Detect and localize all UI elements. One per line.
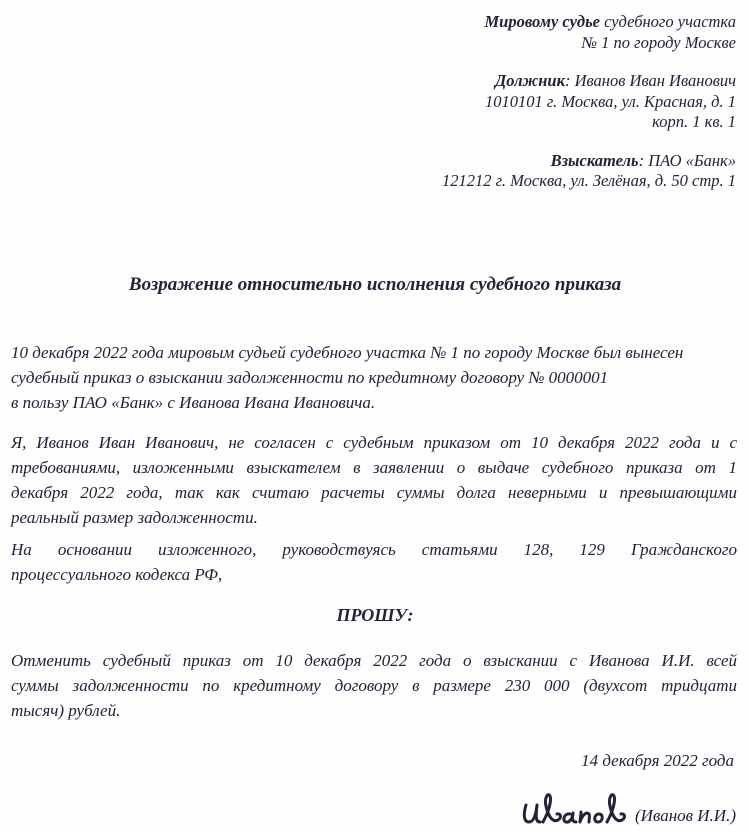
claimant-address: 121212 г. Москва, ул. Зелёная, д. 50 стр. 1: [442, 171, 736, 190]
debtor-line: [0, 71, 736, 92]
court-rest: судебного участка: [599, 12, 736, 31]
claimant-label: Взыскатель: [550, 150, 639, 170]
debtor-label: Должник: [494, 71, 565, 90]
debtor-address: 1010101 г. Москва, ул. Красная, д. 1 корп. 1 кв. 1: [484, 91, 736, 131]
court-label: Мировому судье: [484, 12, 600, 31]
signature-caption: (Иванов И.И.): [635, 805, 736, 825]
paragraph-request: Отменить судебный приказ от 10 декабря 2022 года о взыскании с Иванова И.И. всей суммы задолженности по кредитному договору в размере 230 000 (двухсот тридцати тысяч) рублей.: [11, 650, 737, 720]
paragraph-objection: Я, Иванов Иван Иванович, не согласен с судебным приказом от 10 декабря 2022 года и с требованиями, изложенными взыскателем в заявлении о выдаче судебного приказа от 1 декабря 2022 года, так как считаю расчеты суммы долга неверными и превышающими реальный размер задолженности.: [11, 432, 737, 527]
claimant-line: [0, 151, 736, 172]
claimant-block: [0, 151, 736, 192]
paragraph-legal-basis: На основании изложенного, руководствуясь статьями 128, 129 Гражданского процессуального кодекса РФ,: [11, 539, 737, 584]
debtor-block: [0, 71, 736, 133]
claimant-value: : ПАО «Банк»: [638, 150, 736, 170]
court-line-2: № 1 по городу Москве: [581, 32, 736, 52]
request-heading: ПРОШУ:: [336, 604, 414, 625]
document-date: 14 декабря 2022 года: [581, 750, 734, 770]
signature-icon: [519, 791, 631, 829]
paragraph-order-issued: 10 декабря 2022 года мировым судьей судебного участка № 1 по городу Москве был вынесен судебный приказ о взыскании задолженности по кредитному договору № 0000001 в пользу ПАО «Банк» с Иванова Ивана Ивановича.: [11, 342, 684, 412]
court-line: [0, 12, 736, 33]
document-title: Возражение относительно исполнения судебного приказа: [128, 273, 622, 295]
recipient-block: [0, 0, 750, 192]
debtor-value: : Иванов Иван Иванович: [564, 71, 736, 90]
signature-block: [0, 791, 750, 827]
